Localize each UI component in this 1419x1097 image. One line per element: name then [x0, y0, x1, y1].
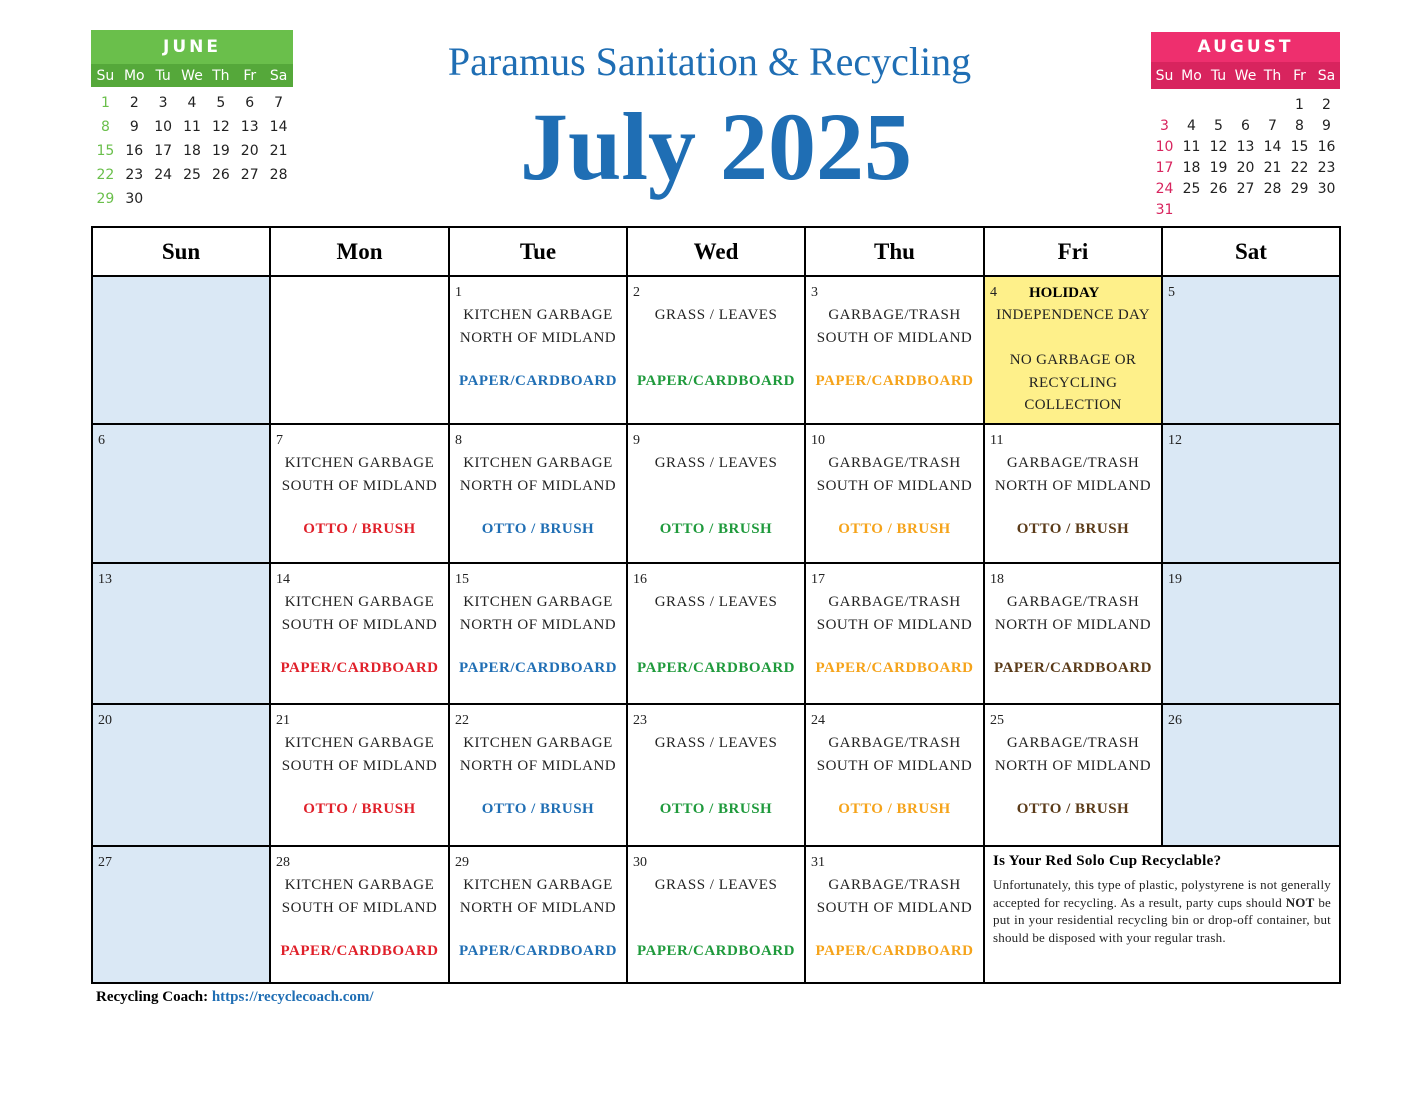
mini-day: 27 [1236, 181, 1255, 197]
mini-day: 10 [154, 119, 173, 135]
mini-day: 22 [1290, 160, 1309, 176]
mini-weekday: Th [1263, 67, 1282, 84]
mini-day: 2 [129, 95, 139, 111]
mini-day: 21 [269, 143, 288, 159]
mini-day: 18 [183, 143, 201, 159]
recycling-tag: OTTO / BRUSH [481, 521, 595, 537]
day-number: 9 [633, 433, 640, 448]
collection-type: KITCHEN GARBAGE [284, 455, 435, 471]
day-cell [1163, 277, 1339, 425]
mini-weekday: Su [96, 67, 115, 84]
collection-type: GARBAGE/TRASH [828, 455, 961, 471]
day-cell [93, 847, 271, 982]
collection-type: GARBAGE/TRASH [828, 307, 961, 323]
collection-type: GARBAGE/TRASH [828, 594, 961, 610]
day-cell [806, 425, 985, 564]
tip-body-text: be put in your residential recycling bin or drop-off container, but should be disposed with your regular trash. [993, 894, 1331, 945]
mini-day: 9 [129, 119, 139, 135]
mini-day [1232, 200, 1259, 221]
day-cell [806, 847, 985, 982]
day-cell [450, 425, 628, 564]
weekday-header: Sun [93, 228, 271, 277]
collection-area: SOUTH OF MIDLAND [281, 900, 438, 916]
collection-area: SOUTH OF MIDLAND [816, 478, 973, 494]
mini-day: 17 [1155, 160, 1174, 176]
collection-area: SOUTH OF MIDLAND [816, 617, 973, 633]
mini-day: 18 [1182, 160, 1201, 176]
mini-day: 6 [1241, 118, 1250, 134]
mini-day: 14 [269, 119, 288, 135]
day-number: 27 [98, 855, 112, 870]
mini-day: 17 [154, 143, 173, 159]
day-cell [1163, 425, 1339, 564]
collection-type: KITCHEN GARBAGE [284, 594, 435, 610]
mini-day: 13 [240, 119, 259, 135]
day-number: 20 [98, 713, 112, 728]
org-title: Paramus Sanitation & Recycling [447, 39, 972, 84]
day-number: 10 [811, 433, 825, 448]
recycling-tag: OTTO / BRUSH [481, 801, 595, 817]
day-cell [271, 564, 450, 705]
day-number: 19 [1168, 572, 1182, 587]
collection-area: SOUTH OF MIDLAND [816, 758, 973, 774]
collection-type: GARBAGE/TRASH [828, 735, 961, 751]
mini-day: 12 [1209, 139, 1228, 155]
day-number: 5 [1168, 285, 1175, 300]
mini-day: 8 [100, 119, 110, 135]
tip-body-emphasis: NOT [1285, 894, 1315, 910]
mini-day: 1 [100, 95, 110, 111]
mini-day: 7 [1268, 118, 1277, 134]
mini-day: 5 [1214, 118, 1223, 134]
collection-type: GRASS / LEAVES [654, 455, 778, 471]
mini-day: 29 [96, 191, 115, 207]
footer [96, 989, 374, 1006]
mini-calendar-august-weekdays [1151, 62, 1340, 89]
mini-day: 23 [1317, 160, 1336, 176]
day-cell [450, 705, 628, 847]
day-cell [93, 705, 271, 847]
day-cell [628, 277, 806, 425]
day-number: 11 [990, 433, 1004, 448]
mini-day: 3 [158, 95, 168, 111]
mini-day: 23 [125, 167, 144, 183]
mini-day: 12 [211, 119, 230, 135]
mini-day: 11 [1182, 139, 1201, 155]
collection-type: KITCHEN GARBAGE [463, 594, 613, 610]
day-cell [271, 425, 450, 564]
collection-area: NORTH OF MIDLAND [459, 617, 617, 633]
collection-area: SOUTH OF MIDLAND [281, 758, 438, 774]
day-number: 28 [276, 855, 290, 870]
day-cell [271, 847, 450, 982]
collection-area: SOUTH OF MIDLAND [816, 900, 973, 916]
collection-area: SOUTH OF MIDLAND [816, 330, 973, 346]
recycling-tag: PAPER/CARDBOARD [636, 660, 796, 676]
mini-weekday: Tu [155, 67, 171, 84]
mini-day: 20 [240, 143, 259, 159]
collection-type: KITCHEN GARBAGE [463, 877, 613, 893]
collection-type: KITCHEN GARBAGE [463, 307, 613, 323]
holiday-note: RECYCLING [1028, 375, 1118, 391]
day-cell [93, 564, 271, 705]
mini-day: 25 [183, 167, 201, 183]
weekday-header: Sat [1163, 228, 1339, 277]
day-cell [271, 277, 450, 425]
mini-day: 5 [216, 95, 226, 111]
collection-area: NORTH OF MIDLAND [994, 478, 1152, 494]
recycling-tag: OTTO / BRUSH [838, 801, 951, 817]
recycling-tag: PAPER/CARDBOARD [458, 660, 618, 676]
tip-body-text: Unfortunately, this type of plastic, polystyrene is not generally accepted for recycling. As a result, party cups should [993, 877, 1331, 910]
day-number: 7 [276, 433, 283, 448]
mini-weekday: Fr [1293, 67, 1306, 84]
mini-day: 22 [96, 167, 115, 183]
mini-day: 20 [1236, 160, 1255, 176]
day-cell [1163, 705, 1339, 847]
recycling-tag: OTTO / BRUSH [659, 521, 773, 537]
collection-type: KITCHEN GARBAGE [463, 455, 613, 471]
day-number: 15 [455, 572, 469, 587]
mini-weekday: Th [212, 67, 230, 84]
month-title: July 2025 [519, 93, 913, 200]
mini-day [1232, 95, 1259, 116]
mini-weekday: Mo [123, 67, 145, 84]
day-number: 31 [811, 855, 825, 870]
collection-type: GRASS / LEAVES [654, 307, 778, 323]
mini-weekday: Su [1155, 67, 1174, 84]
day-number: 17 [811, 572, 825, 587]
holiday-note: INDEPENDENCE DAY [996, 307, 1150, 323]
recycling-tag: PAPER/CARDBOARD [815, 373, 974, 389]
day-number: 1 [455, 285, 462, 300]
mini-day: 16 [1317, 139, 1336, 155]
mini-day: 1 [1295, 97, 1304, 113]
mini-calendar-august-title: AUGUST [1151, 32, 1340, 62]
day-number: 16 [633, 572, 647, 587]
mini-day: 8 [1295, 118, 1304, 134]
mini-day [1151, 95, 1178, 116]
day-number: 2 [633, 285, 640, 300]
mini-day: 14 [1263, 139, 1282, 155]
mini-day: 19 [1209, 160, 1228, 176]
day-number: 18 [990, 572, 1004, 587]
collection-area: NORTH OF MIDLAND [459, 900, 617, 916]
day-number: 21 [276, 713, 290, 728]
collection-area: NORTH OF MIDLAND [459, 758, 617, 774]
mini-day: 30 [125, 191, 144, 207]
recycling-tag: OTTO / BRUSH [303, 521, 416, 537]
day-cell [450, 847, 628, 982]
day-cell [985, 564, 1163, 705]
mini-day [1259, 200, 1286, 221]
day-cell [450, 277, 628, 425]
collection-type: GARBAGE/TRASH [1006, 455, 1140, 471]
day-number: 30 [633, 855, 647, 870]
mini-calendar-august [1151, 32, 1340, 221]
mini-day: 9 [1322, 118, 1331, 134]
mini-day: 16 [125, 143, 144, 159]
mini-day: 21 [1263, 160, 1282, 176]
recycling-tag: PAPER/CARDBOARD [458, 943, 618, 959]
mini-day: 31 [1155, 202, 1174, 218]
mini-day: 11 [183, 119, 201, 135]
mini-day: 4 [1187, 118, 1196, 134]
collection-type: GRASS / LEAVES [654, 735, 778, 751]
tip-body [993, 876, 1331, 946]
day-cell [806, 564, 985, 705]
day-cell [93, 425, 271, 564]
collection-type: GARBAGE/TRASH [1006, 735, 1140, 751]
mini-day: 25 [1182, 181, 1201, 197]
recycling-tag: OTTO / BRUSH [838, 521, 951, 537]
recycling-tag: PAPER/CARDBOARD [815, 943, 974, 959]
day-cell [985, 705, 1163, 847]
day-cell [628, 705, 806, 847]
mini-day: 6 [245, 95, 255, 111]
mini-day [1205, 200, 1232, 221]
mini-calendar-august-days [1151, 95, 1340, 221]
footer-label: Recycling Coach: [96, 989, 209, 1005]
recycling-tag: PAPER/CARDBOARD [458, 373, 618, 389]
weekday-header: Wed [628, 228, 806, 277]
day-cell [628, 564, 806, 705]
mini-day [1259, 95, 1286, 116]
mini-day: 28 [1263, 181, 1282, 197]
recycling-tip-box [985, 847, 1339, 982]
mini-day: 27 [240, 167, 259, 183]
day-number: 6 [98, 433, 105, 448]
day-cell [93, 277, 271, 425]
recycling-tag: PAPER/CARDBOARD [815, 660, 974, 676]
collection-type: KITCHEN GARBAGE [284, 735, 435, 751]
day-number: 23 [633, 713, 647, 728]
recycling-tag: PAPER/CARDBOARD [636, 943, 796, 959]
day-number: 22 [455, 713, 469, 728]
mini-day [1205, 95, 1232, 116]
recycling-tag: OTTO / BRUSH [1016, 521, 1130, 537]
mini-day: 10 [1155, 139, 1174, 155]
day-number: 24 [811, 713, 825, 728]
recycling-tag: PAPER/CARDBOARD [280, 660, 439, 676]
mini-day: 15 [96, 143, 115, 159]
mini-day [1178, 95, 1205, 116]
holiday-note: NO GARBAGE OR [1009, 352, 1137, 368]
collection-type: GRASS / LEAVES [654, 594, 778, 610]
day-cell [1163, 564, 1339, 705]
day-number: 4 [990, 285, 997, 300]
collection-type: GARBAGE/TRASH [1006, 594, 1140, 610]
recycling-tag: PAPER/CARDBOARD [993, 660, 1153, 676]
recycling-tag: PAPER/CARDBOARD [636, 373, 796, 389]
holiday-label: HOLIDAY [1029, 285, 1100, 301]
mini-day [1286, 200, 1313, 221]
mini-weekday: Fr [243, 67, 257, 84]
weekday-header: Tue [450, 228, 628, 277]
mini-day: 29 [1290, 181, 1309, 197]
mini-day: 24 [154, 167, 173, 183]
holiday-day-cell [985, 277, 1163, 425]
mini-day: 7 [274, 95, 284, 111]
mini-day: 15 [1290, 139, 1309, 155]
day-cell [628, 425, 806, 564]
collection-area: NORTH OF MIDLAND [459, 330, 617, 346]
day-cell [271, 705, 450, 847]
day-number: 26 [1168, 713, 1182, 728]
collection-type: KITCHEN GARBAGE [284, 877, 435, 893]
mini-day: 19 [211, 143, 230, 159]
collection-area: SOUTH OF MIDLAND [281, 617, 438, 633]
mini-calendar-june-title: JUNE [91, 30, 293, 64]
day-number: 14 [276, 572, 290, 587]
day-number: 8 [455, 433, 462, 448]
mini-day: 28 [269, 167, 288, 183]
day-cell [806, 277, 985, 425]
collection-area: SOUTH OF MIDLAND [281, 478, 438, 494]
weekday-header: Mon [271, 228, 450, 277]
mini-day [1313, 200, 1340, 221]
day-number: 13 [98, 572, 112, 587]
mini-day: 26 [1209, 181, 1228, 197]
recycling-tag: OTTO / BRUSH [659, 801, 773, 817]
day-cell [450, 564, 628, 705]
mini-day: 3 [1160, 118, 1169, 134]
month-calendar-grid [91, 226, 1341, 984]
recycling-tag: OTTO / BRUSH [303, 801, 416, 817]
mini-weekday: We [1234, 67, 1257, 84]
mini-weekday: Sa [1317, 67, 1336, 84]
weekday-header: Thu [806, 228, 985, 277]
collection-area: NORTH OF MIDLAND [459, 478, 617, 494]
mini-weekday: Sa [269, 67, 288, 84]
day-number: 29 [455, 855, 469, 870]
day-number: 25 [990, 713, 1004, 728]
collection-type: GARBAGE/TRASH [828, 877, 961, 893]
mini-day: 30 [1317, 181, 1336, 197]
mini-day: 13 [1236, 139, 1255, 155]
recycle-coach-link[interactable]: https://recyclecoach.com/ [211, 989, 374, 1005]
collection-area: NORTH OF MIDLAND [994, 617, 1152, 633]
mini-day: 2 [1322, 97, 1331, 113]
mini-day: 24 [1155, 181, 1174, 197]
holiday-note: COLLECTION [1024, 397, 1122, 413]
mini-weekday: Mo [1181, 67, 1202, 84]
mini-day [1178, 200, 1205, 221]
mini-day: 26 [211, 167, 230, 183]
mini-weekday: Tu [1210, 67, 1227, 84]
tip-title: Is Your Red Solo Cup Recyclable? [993, 853, 1222, 869]
day-number: 12 [1168, 433, 1182, 448]
mini-day: 4 [187, 95, 197, 111]
collection-area: NORTH OF MIDLAND [994, 758, 1152, 774]
mini-weekday: We [181, 67, 203, 84]
weekday-header: Fri [985, 228, 1163, 277]
day-number: 3 [811, 285, 818, 300]
day-cell [806, 705, 985, 847]
collection-type: KITCHEN GARBAGE [463, 735, 613, 751]
recycling-tag: PAPER/CARDBOARD [280, 943, 439, 959]
day-cell [985, 425, 1163, 564]
day-cell [628, 847, 806, 982]
collection-type: GRASS / LEAVES [654, 877, 778, 893]
recycling-tag: OTTO / BRUSH [1016, 801, 1130, 817]
